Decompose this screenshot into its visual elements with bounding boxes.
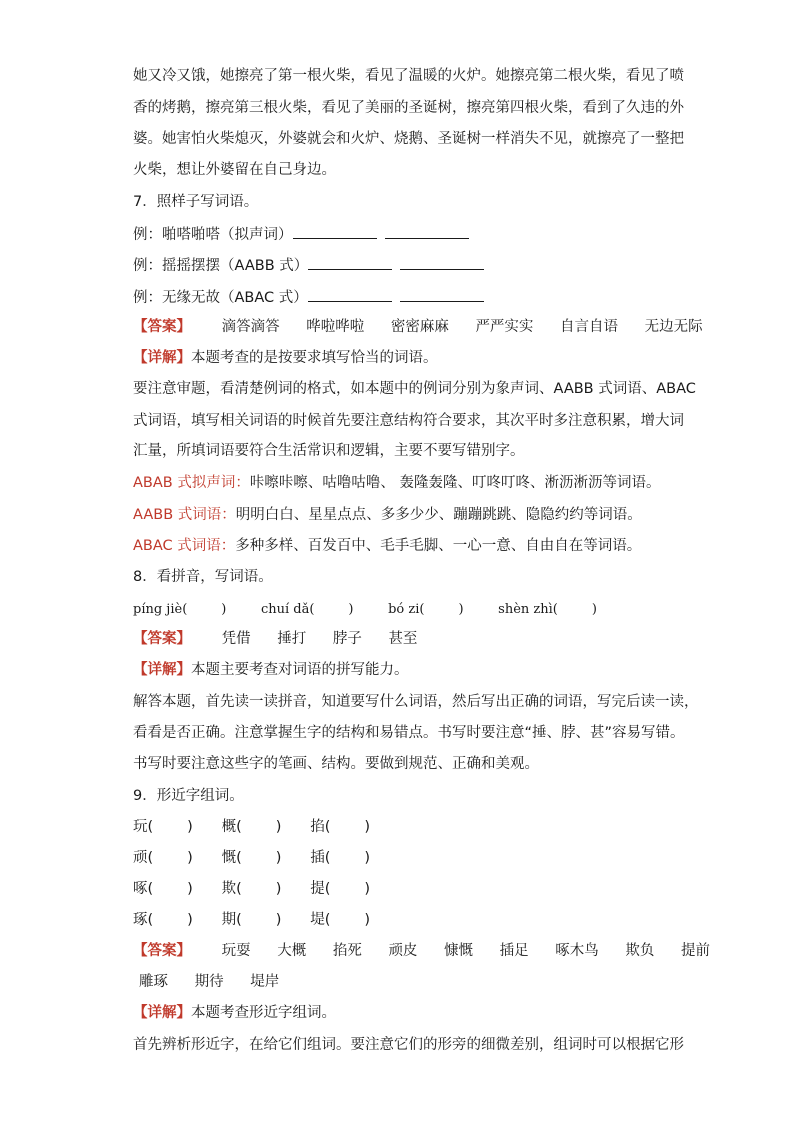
- q9-row: [133, 848, 394, 868]
- example-text: 例：摇摇摆摆（AABB 式）: [133, 258, 309, 274]
- q7-extra-abab: [133, 473, 660, 493]
- q7-detail-line: 汇量，所填词语要符合生活常识和逻辑，主要不要写错别字。: [133, 443, 525, 459]
- extra-text: 多种多样、百发百中、毛手毛脚、一心一意、自由自在等词语。: [235, 538, 642, 554]
- question-7-title: 7．照样子写词语。: [133, 194, 259, 210]
- pinyin-item: bó zi( ): [388, 602, 464, 617]
- answer-word: 欺负: [625, 943, 655, 959]
- pinyin-item: píng jiè( ): [133, 602, 227, 617]
- q8-detail-heading: [133, 660, 409, 680]
- answer-word: 大概: [277, 943, 307, 959]
- q8-detail-line: 看看是否正确。注意掌握生字的结构和易错点。书写时要注意“捶、脖、甚”容易写错。: [133, 725, 685, 741]
- detail-text: 本题考查的是按要求填写恰当的词语。: [191, 350, 438, 366]
- char-item: 概( ): [221, 819, 282, 835]
- pinyin-item: chuí dǎ( ): [260, 602, 354, 617]
- q7-extra-abac: [133, 536, 641, 556]
- answer-tag: 【答案】: [133, 943, 191, 959]
- answer-word: 雕琢: [139, 974, 168, 990]
- q7-detail-line: 式词语，填写相关词语的时候首先要注意结构符合要求，其次平时多注意积累，增大词: [133, 413, 684, 429]
- q7-example-3: [133, 287, 492, 308]
- char-item: 期( ): [221, 912, 282, 928]
- answer-word: 掐死: [332, 943, 362, 959]
- extra-text: 咔嚓咔嚓、咕噜咕噜、 轰隆轰隆、叮咚叮咚、淅沥淅沥等词语。: [249, 475, 661, 491]
- answer-blank[interactable]: [293, 224, 377, 239]
- char-item: 慨( ): [221, 850, 282, 866]
- char-item: 玩( ): [133, 819, 193, 835]
- answer-word: 脖子: [332, 631, 362, 647]
- question-8-title: 8．看拼音，写词语。: [133, 569, 273, 585]
- story-line: 婆。她害怕火柴熄灭，外婆就会和火炉、烧鹅、圣诞树一样消失不见，就擦亮了一整把: [133, 131, 684, 147]
- answer-word: 滴答滴答: [221, 319, 280, 335]
- char-item: 提( ): [310, 881, 371, 897]
- story-line: 香的烤鹅，擦亮第三根火柴，看见了美丽的圣诞树，擦亮第四根火柴，看到了久违的外: [133, 100, 684, 116]
- q8-answer-line: [133, 629, 417, 649]
- q8-pinyin-line: [133, 599, 627, 620]
- answer-word: 凭借: [221, 631, 251, 647]
- char-item: 插( ): [310, 850, 371, 866]
- answer-word: 自言自语: [560, 319, 619, 335]
- question-9-title: 9．形近字组词。: [133, 788, 244, 804]
- example-text: 例：无缘无故（ABAC 式）: [133, 290, 308, 306]
- answer-blank[interactable]: [308, 255, 392, 270]
- answer-blank[interactable]: [400, 255, 484, 270]
- char-item: 欺( ): [221, 881, 282, 897]
- q7-detail-line: 要注意审题，看清楚例词的格式，如本题中的例词分别为象声词、AABB 式词语、ABAC: [133, 381, 696, 397]
- answer-word: 期待: [194, 974, 224, 990]
- story-line: 她又冷又饿，她擦亮了第一根火柴，看见了温暖的火炉。她擦亮第二根火柴，看见了喷: [133, 68, 684, 84]
- pinyin-item: shèn zhì( ): [498, 602, 597, 617]
- answer-word: 玩耍: [221, 943, 251, 959]
- answer-word: 甚至: [388, 631, 418, 647]
- q7-example-1: [133, 224, 477, 245]
- answer-tag: 【答案】: [133, 319, 191, 335]
- detail-tag: 【详解】: [133, 350, 191, 366]
- answer-word: 慷慨: [444, 943, 474, 959]
- answer-word: 堤岸: [250, 974, 280, 990]
- extra-label: AABB 式词语：: [133, 507, 236, 523]
- answer-tag: 【答案】: [133, 631, 191, 647]
- q9-detail-heading: [133, 1003, 336, 1023]
- q9-row: [133, 879, 394, 899]
- example-text: 例：啪嗒啪嗒（拟声词）: [133, 227, 293, 243]
- q7-answer-line: [133, 317, 703, 337]
- detail-text: 本题主要考查对词语的拼写能力。: [191, 662, 409, 678]
- q9-answer-line-2: [139, 972, 279, 992]
- detail-text: 本题考查形近字组词。: [191, 1005, 336, 1021]
- q9-row: [133, 817, 394, 837]
- char-item: 啄( ): [133, 881, 193, 897]
- answer-word: 严严实实: [475, 319, 534, 335]
- answer-blank[interactable]: [400, 287, 484, 302]
- extra-label: ABAC 式词语：: [133, 538, 236, 554]
- answer-blank[interactable]: [385, 224, 469, 239]
- answer-word: 插足: [499, 943, 529, 959]
- q9-detail-line: 首先辨析形近字，在给它们组词。要注意它们的形旁的细微差别，组词时可以根据它形: [133, 1037, 684, 1053]
- q7-extra-aabb: [133, 505, 642, 525]
- char-item: 琢( ): [133, 912, 193, 928]
- answer-word: 无边无际: [644, 319, 703, 335]
- q8-detail-line: 书写时要注意这些字的笔画、结构。要做到规范、正确和美观。: [133, 756, 539, 772]
- q9-answer-line: [133, 941, 710, 961]
- detail-tag: 【详解】: [133, 1005, 191, 1021]
- answer-word: 哗啦哗啦: [306, 319, 365, 335]
- q7-detail-heading: [133, 348, 438, 368]
- answer-word: 顽皮: [388, 943, 418, 959]
- answer-word: 密密麻麻: [390, 319, 449, 335]
- answer-blank[interactable]: [308, 287, 392, 302]
- q7-example-2: [133, 255, 492, 276]
- char-item: 堤( ): [310, 912, 371, 928]
- char-item: 掐( ): [310, 819, 371, 835]
- answer-word: 捶打: [277, 631, 307, 647]
- q8-detail-line: 解答本题，首先读一读拼音，知道要写什么词语，然后写出正确的词语，写完后读一读，: [133, 694, 699, 710]
- answer-word: 提前: [680, 943, 710, 959]
- char-item: 顽( ): [133, 850, 193, 866]
- extra-text: 明明白白、星星点点、多多少少、蹦蹦跳跳、隐隐约约等词语。: [235, 507, 642, 523]
- extra-label: ABAB 式拟声词：: [133, 475, 250, 491]
- q9-row: [133, 910, 394, 930]
- story-line: 火柴，想让外婆留在自己身边。: [133, 162, 336, 178]
- answer-word: 啄木鸟: [555, 943, 599, 959]
- detail-tag: 【详解】: [133, 662, 191, 678]
